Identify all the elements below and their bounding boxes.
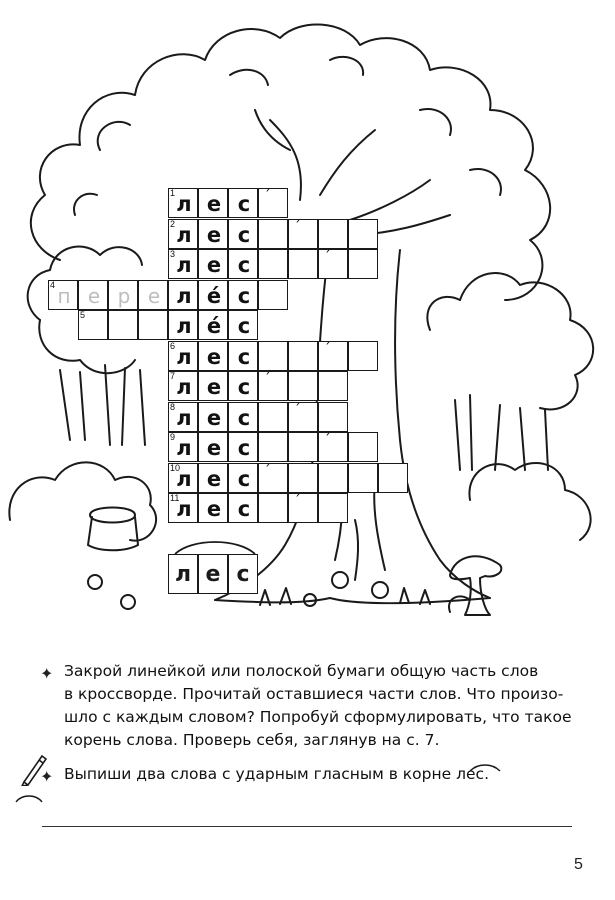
stress-mark-icon: ´	[264, 372, 271, 387]
crossword-row-number: 8	[170, 401, 176, 412]
crossword-cell	[228, 371, 258, 401]
task-1-line: шло с каждым словом? Попробуй сформулировать, что такое	[64, 708, 572, 726]
crossword-letter: с	[237, 283, 251, 308]
crossword-row-number: 4	[50, 279, 56, 290]
crossword-cell	[108, 310, 138, 340]
stress-mark-icon: ´	[324, 433, 331, 448]
crossword-row-number: 3	[170, 249, 176, 259]
task-1-line: в кроссворде. Прочитай оставшиеся части слов. Что произо-	[64, 685, 564, 703]
crossword-letter: с	[237, 497, 251, 521]
crossword-cell	[288, 402, 318, 432]
crossword-letter: е	[206, 405, 222, 430]
crossword-letter: е	[87, 283, 101, 308]
crossword-row-number: 10	[170, 462, 181, 473]
crossword-letter: с	[237, 405, 251, 430]
crossword-letter: е	[206, 253, 222, 277]
crossword-cell	[138, 310, 168, 340]
crossword-cell	[258, 341, 288, 371]
crossword-letter: е	[206, 497, 222, 521]
crossword-cell	[288, 463, 318, 493]
crossword-cell	[258, 280, 288, 310]
crossword-cell	[228, 402, 258, 432]
task-1-line: Закрой линейкой или полоской бумаги общую часть слов	[64, 662, 539, 680]
stress-mark-icon: ´	[264, 463, 271, 479]
root-arc-icon	[172, 536, 258, 556]
crossword-letter: л	[176, 344, 192, 369]
stress-mark-icon: ´	[324, 250, 331, 265]
crossword-cell	[228, 310, 258, 340]
answer-writing-line	[42, 826, 572, 827]
crossword-cell	[198, 249, 228, 279]
crossword-row-number: 5	[80, 310, 86, 320]
crossword-cell	[348, 432, 378, 462]
crossword-cell	[258, 249, 288, 279]
crossword-letter: л	[176, 466, 192, 491]
crossword-cell	[138, 280, 168, 310]
crossword-cell	[348, 463, 378, 493]
crossword-cell	[228, 341, 258, 371]
crossword-cell	[318, 402, 348, 432]
crossword-letter: с	[237, 222, 251, 247]
crossword-cell	[198, 219, 228, 249]
crossword-cell	[198, 310, 228, 340]
crossword-cell	[198, 463, 228, 493]
task-2-label: Выпиши два слова с ударным гласным в корне	[64, 765, 452, 783]
star-bullet-icon: ✦	[40, 664, 54, 683]
crossword-letter: л	[176, 283, 192, 308]
crossword-cell	[258, 432, 288, 462]
crossword-letter: е	[147, 283, 161, 308]
crossword-cell	[258, 402, 288, 432]
crossword-cell	[288, 219, 318, 249]
crossword-letter: е	[206, 222, 222, 247]
crossword-cell	[198, 280, 228, 310]
crossword-cell	[168, 310, 198, 340]
crossword-cell	[198, 371, 228, 401]
crossword-cell	[288, 249, 318, 279]
crossword-cell	[198, 341, 228, 371]
crossword-cell	[348, 249, 378, 279]
crossword-cell	[228, 249, 258, 279]
crossword-letter: п	[57, 283, 71, 308]
stress-mark-icon: ´	[294, 402, 301, 418]
crossword-row-number: 1	[170, 188, 176, 198]
stress-mark-icon: ´	[294, 494, 301, 509]
crossword-letter: е	[206, 344, 222, 369]
crossword-letter: с	[237, 466, 251, 491]
crossword-cell	[228, 493, 258, 523]
crossword-cell	[288, 371, 318, 401]
crossword-cell	[288, 341, 318, 371]
crossword-row-number: 11	[170, 493, 180, 503]
crossword-cell	[318, 493, 348, 523]
crossword-row-number: 2	[170, 218, 176, 229]
task-1-line: корень слова. Проверь себя, заглянув на с. 7.	[64, 731, 440, 749]
crossword-letter: е́	[206, 314, 222, 338]
answer-letter: л	[168, 554, 198, 594]
crossword-cell	[348, 341, 378, 371]
crossword-cell	[228, 463, 258, 493]
crossword-cell	[258, 493, 288, 523]
crossword-cell	[288, 432, 318, 462]
crossword-letter: е́	[206, 283, 222, 308]
task-2-root-word: лес.	[456, 765, 490, 783]
crossword-cell	[318, 432, 348, 462]
crossword-cell	[228, 432, 258, 462]
crossword-letter: л	[176, 497, 192, 521]
crossword-cell	[288, 493, 318, 523]
crossword-letter: с	[237, 436, 251, 460]
crossword-cell	[168, 280, 198, 310]
stress-mark-icon: ´	[264, 189, 271, 204]
crossword-letter: л	[176, 253, 192, 277]
crossword-cell	[258, 188, 288, 218]
stress-mark-icon: ´	[294, 219, 301, 235]
crossword-letter: л	[176, 375, 192, 399]
crossword-row-number: 7	[170, 371, 176, 381]
crossword-cell	[228, 188, 258, 218]
crossword-cell	[228, 219, 258, 249]
crossword-cell	[258, 463, 288, 493]
crossword-cell	[318, 249, 348, 279]
crossword-letter: л	[176, 436, 192, 460]
crossword-row-number: 9	[170, 432, 176, 442]
crossword-cell	[258, 219, 288, 249]
crossword-cell	[318, 341, 348, 371]
crossword-cell	[258, 371, 288, 401]
stress-mark-icon: ´	[324, 341, 331, 357]
crossword-letter: с	[237, 314, 251, 338]
crossword-letter: е	[206, 436, 222, 460]
task-2-text	[64, 763, 489, 786]
crossword-letter: р	[117, 283, 131, 308]
crossword-cell	[348, 219, 378, 249]
crossword-letter: с	[237, 344, 251, 369]
crossword-cell	[198, 188, 228, 218]
star-bullet-icon: ✦	[40, 767, 54, 786]
crossword-cell	[228, 280, 258, 310]
root-arc-icon	[468, 762, 502, 772]
crossword-letter: с	[237, 192, 251, 216]
crossword-cell	[198, 402, 228, 432]
crossword-letter: л	[176, 405, 192, 430]
root-arc-icon	[14, 792, 44, 804]
crossword-letter: е	[206, 466, 222, 491]
crossword-cell	[318, 371, 348, 401]
crossword-letter: с	[237, 375, 251, 399]
crossword-cell	[198, 432, 228, 462]
crossword-cell	[318, 219, 348, 249]
crossword-letter: л	[176, 314, 192, 338]
crossword-letter: е	[206, 375, 222, 399]
crossword-letter: л	[176, 222, 192, 247]
crossword-cell	[78, 280, 108, 310]
page-number: 5	[574, 856, 583, 873]
crossword-letter: с	[237, 253, 251, 277]
crossword-letter: л	[176, 192, 192, 216]
crossword-cell	[108, 280, 138, 310]
crossword-row-number: 6	[170, 340, 176, 351]
answer-letter: е	[198, 554, 228, 594]
answer-letter: с	[228, 554, 258, 594]
crossword-cell	[198, 493, 228, 523]
crossword-cell	[318, 463, 348, 493]
crossword-cell	[378, 463, 408, 493]
crossword-letter: е	[206, 192, 222, 216]
